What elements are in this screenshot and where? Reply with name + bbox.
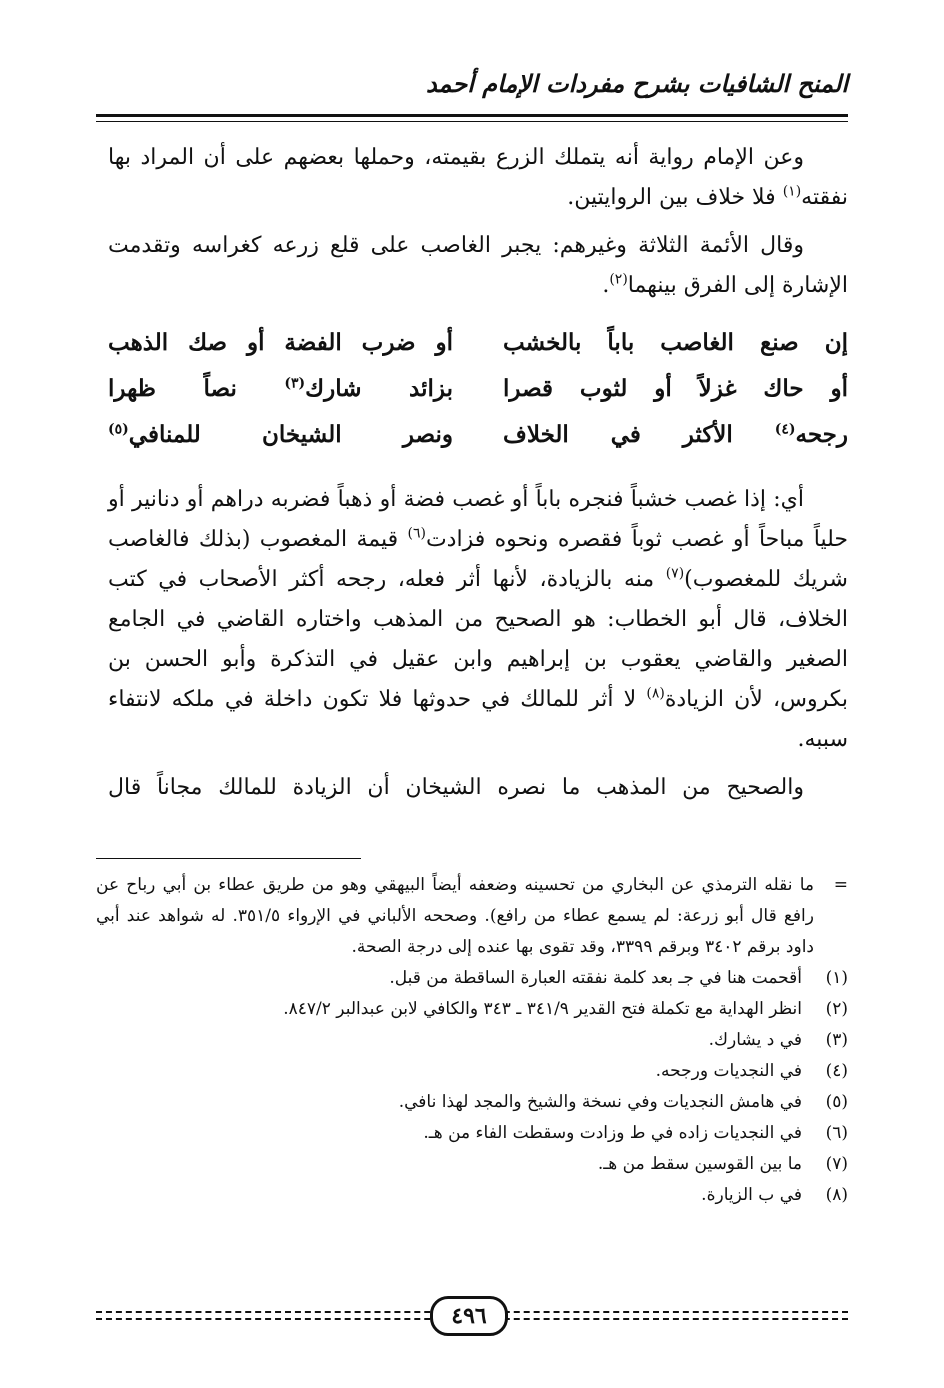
- footnote-marker-6: (٦): [407, 525, 426, 542]
- paragraph-3-part-b: قيمة المغصوب (بذلك فالغاصب شريك للمغصوب): [108, 527, 848, 592]
- continuation-mark: =: [833, 875, 848, 895]
- footnote-number: (٨): [825, 1185, 848, 1205]
- footnote-number: (٤): [825, 1061, 848, 1081]
- header-rule-thin: [96, 121, 848, 122]
- footnote-text: في ب الزيارة.: [701, 1185, 802, 1205]
- footnote-number: (٣): [825, 1030, 848, 1050]
- continuation-text: ما نقله الترمذي عن البخاري من تحسينه وضعفه أيضاً البيهقي وهو من طريق عطاء بن أبي رباح عن رافع قال أبو زرعة: لم يسمع عطاء من رافع). وصححه الألباني في الإرواء ٣٥١/٥. له شواهد عند أبي داود برقم ٣٤٠٢ وبرقم ٣٣٩٩، وقد تقوى بها عنده إلى درجة الصحة.: [96, 875, 814, 957]
- footnote-6: [96, 1118, 848, 1149]
- paragraph-1-tail: فلا خلاف بين الروايتين.: [567, 185, 783, 210]
- footnote-number: (٢): [825, 999, 848, 1019]
- footnote-continuation: [96, 870, 848, 963]
- footnote-text: انظر الهداية مع تكملة فتح القدير ٣٤١/٩ ـ ٣٤٣ والكافي لابن عبدالبر ٨٤٧/٢.: [283, 999, 802, 1019]
- header-rule-thick: [96, 114, 848, 117]
- verse-2-first-hemistich: أو حاك غزلاً أو لثوب قصرا: [503, 375, 848, 402]
- footnote-3: [96, 1025, 848, 1056]
- footnote-number: (٦): [825, 1123, 848, 1143]
- verse-2-second-a: بزائد شارك: [305, 375, 453, 402]
- paragraph-3: [108, 480, 848, 760]
- verse-3-first-b: الأكثر في الخلاف: [503, 421, 775, 448]
- verse-2-second-hemistich: [108, 366, 453, 412]
- footnote-text: ما بين القوسين سقط من هـ.: [597, 1154, 802, 1174]
- footnote-text: أقحمت هنا في جـ بعد كلمة نفقته العبارة الساقطة من قبل.: [389, 968, 802, 988]
- poem-verse-2: [108, 366, 848, 412]
- footnote-marker-8: (٨): [646, 685, 665, 702]
- footnote-text: في النجديات ورجحه.: [655, 1061, 802, 1081]
- footnote-text: في هامش النجديات وفي نسخة والشيخ والمجد لهذا نافي.: [398, 1092, 802, 1112]
- footnote-number: (٥): [825, 1092, 848, 1112]
- paragraph-4: والصحيح من المذهب ما نصره الشيخان أن الزيادة للمالك مجاناً قال: [108, 775, 804, 800]
- poem-verse-1: [108, 320, 848, 366]
- paragraph-3-part-d: لا أثر للمالك في حدوثها فلا تكون داخلة في ملكه لانتفاء سببه.: [108, 687, 848, 752]
- footnote-text: في النجديات زاده في ط وزادت وسقطت الفاء من هـ.: [423, 1123, 802, 1143]
- paragraph-1-text: وعن الإمام رواية أنه يتملك الزرع بقيمته، وحملها بعضهم على أن المراد بها نفقته: [108, 145, 848, 210]
- footnote-5: [96, 1087, 848, 1118]
- footnote-4: [96, 1056, 848, 1087]
- footnote-separator: [96, 858, 361, 859]
- verse-2-second-b: نصاً ظهرا: [108, 375, 285, 402]
- footnote-marker-7: (٧): [665, 565, 685, 582]
- footnote-marker-1: (١): [782, 183, 802, 200]
- footnote-number: (١): [825, 968, 848, 988]
- footnote-marker-3: (٣): [284, 375, 306, 392]
- footnote-8: [96, 1180, 848, 1211]
- verse-1-second-hemistich: أو ضرب الفضة أو صك الذهب: [108, 329, 453, 356]
- paragraph-3-part-a: أي: إذا غصب خشباً فنجره باباً أو غصب فضة أو ذهباً فضربه دراهم أو دنانير أو حلياً مباحاً أو غصب ثوباً فقصره ونحوه فزادت: [108, 487, 848, 552]
- verse-3-second-hemistich: [108, 412, 453, 458]
- paragraph-1: [108, 138, 848, 218]
- footnote-1: [96, 963, 848, 994]
- footnotes: [96, 870, 848, 1211]
- footnote-marker-5: (٥): [108, 421, 129, 438]
- footnote-marker-4: (٤): [774, 421, 796, 438]
- poem-verse-3: [108, 412, 848, 458]
- page-number: ٤٩٦: [430, 1296, 508, 1336]
- footnote-7: [96, 1149, 848, 1180]
- paragraph-2-tail: .: [602, 273, 610, 298]
- running-title: المنح الشافيات بشرح مفردات الإمام أحمد: [425, 70, 848, 98]
- verse-1-first-hemistich: إن صنع الغاصب باباً بالخشب: [503, 329, 848, 356]
- verse-3-first-a: رجحه: [795, 421, 848, 448]
- main-text: [108, 138, 848, 816]
- footnote-text: في د يشارك.: [708, 1030, 802, 1050]
- poem-block: [108, 320, 848, 458]
- verse-3-first-hemistich: [503, 412, 848, 458]
- paragraph-2-text: وقال الأئمة الثلاثة وغيرهم: يجبر الغاصب على قلع زرعه كغراسه وتقدمت الإشارة إلى الفرق بينهما: [108, 233, 848, 298]
- paragraph-3-part-c: منه بالزيادة، لأنها أثر فعله، رجحه أكثر الأصحاب في كتب الخلاف، قال أبو الخطاب: هو الصحيح من المذهب واختاره القاضي في الجامع الصغير والقاضي يعقوب بن إبراهيم وابن عقيل في التذكرة وأبو الحسن بن بكروس، لأن الزيادة: [108, 567, 848, 712]
- verse-3-second-text: ونصر الشيخان للمنافي: [128, 421, 453, 448]
- footnote-marker-2: (٢): [609, 271, 628, 288]
- footnote-2: [96, 994, 848, 1025]
- paragraph-2: [108, 226, 848, 306]
- footnote-number: (٧): [825, 1154, 848, 1174]
